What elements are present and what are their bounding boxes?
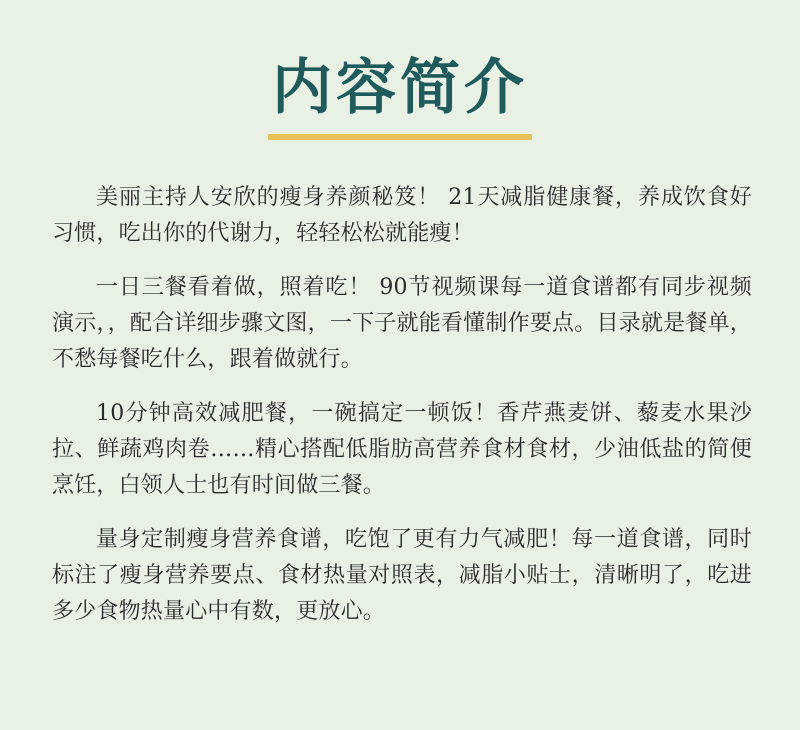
paragraph-3: 10分钟高效减肥餐，一碗搞定一顿饭！香芹燕麦饼、藜麦水果沙拉、鲜蔬鸡肉卷……精心搭配低脂肪高营养食材食材，少油低盐的简便烹饪，白领人士也有时间做三餐。 bbox=[52, 401, 752, 498]
page-title: 内容简介 bbox=[272, 53, 528, 123]
title-underline bbox=[268, 134, 532, 140]
paragraph-4: 量身定制瘦身营养食谱，吃饱了更有力气减肥！每一道食谱，同时标注了瘦身营养要点、食材热量对照表，减脂小贴士，清晰明了，吃进多少食物热量心中有数，更放心。 bbox=[52, 527, 752, 624]
intro-content bbox=[52, 180, 752, 648]
paragraph-1: 美丽主持人安欣的瘦身养颜秘笈！ 21天减脂健康餐，养成饮食好习惯，吃出你的代谢力，轻轻松松就能瘦！ bbox=[52, 185, 752, 246]
paragraph-2: 一日三餐看着做，照着吃！ 90节视频课每一道食谱都有同步视频演示，，配合详细步骤文图，一下子就能看懂制作要点。目录就是餐单，不愁每餐吃什么，跟着做就行。 bbox=[52, 275, 752, 372]
